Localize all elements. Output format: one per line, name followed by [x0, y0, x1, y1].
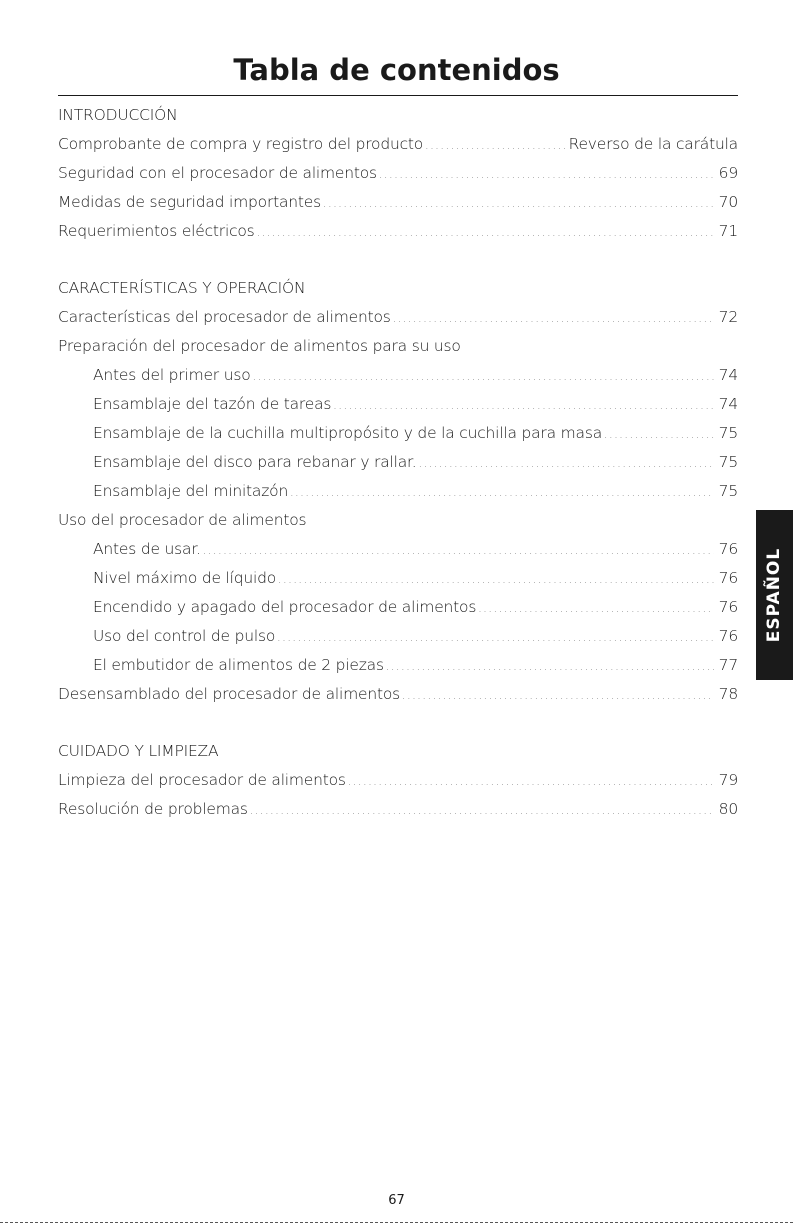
footer-dashed-line — [0, 1222, 793, 1223]
toc-entry[interactable] — [58, 419, 738, 448]
section-heading-features: CARACTERÍSTICAS Y OPERACIÓN — [58, 279, 306, 297]
page-number: 67 — [388, 1193, 405, 1208]
toc-entry-page: 76 — [718, 569, 738, 587]
toc-entry[interactable] — [58, 361, 738, 390]
dot-leader — [379, 160, 714, 189]
toc-entry-page: 74 — [718, 366, 738, 384]
toc-entry-title: Limpieza del procesador de alimentos — [58, 771, 346, 789]
toc-entry[interactable] — [58, 766, 738, 795]
dot-leader — [402, 681, 714, 710]
toc-entry-title: Encendido y apagado del procesador de alimentos — [93, 598, 477, 616]
section-heading-care: CUIDADO Y LIMPIEZA — [58, 742, 219, 760]
toc-entry-page: 75 — [718, 424, 738, 442]
toc-entry[interactable] — [58, 651, 738, 680]
language-tab — [756, 510, 793, 680]
toc-entry[interactable] — [58, 535, 738, 564]
dot-leader — [478, 594, 714, 623]
toc-entry[interactable] — [58, 130, 738, 159]
dot-leader — [425, 131, 566, 160]
toc-entry-page: 70 — [718, 193, 738, 211]
toc-entry-title: El embutidor de alimentos de 2 piezas — [93, 656, 384, 674]
toc-entry-title: Antes de usar. — [93, 540, 201, 558]
toc-entry[interactable] — [58, 680, 738, 709]
dot-leader — [257, 218, 714, 247]
toc-entry-page: 69 — [718, 164, 738, 182]
toc-entry[interactable] — [58, 217, 738, 246]
toc-entry-page: 75 — [718, 453, 738, 471]
toc-entry[interactable] — [58, 593, 738, 622]
toc-entry-page: 71 — [718, 222, 738, 240]
dot-leader — [278, 565, 714, 594]
toc-entry-title: Características del procesador de alimentos — [58, 308, 391, 326]
toc-entry-title: Resolución de problemas — [58, 800, 248, 818]
dot-leader — [253, 362, 715, 391]
toc-entry-title: Uso del control de pulso — [93, 627, 276, 645]
section-heading-intro: INTRODUCCIÓN — [58, 106, 178, 124]
toc-entry[interactable] — [58, 303, 738, 332]
dot-leader — [277, 623, 714, 652]
toc-entry-title: Antes del primer uso — [93, 366, 251, 384]
toc-entry-title: Comprobante de compra y registro del producto — [58, 135, 424, 153]
toc-entry-page: 76 — [718, 627, 738, 645]
toc-entry-page: 72 — [718, 308, 738, 326]
toc-entry-page: 80 — [718, 800, 738, 818]
toc-entry-title: Ensamblaje del minitazón — [93, 482, 289, 500]
toc-entry-page: 74 — [718, 395, 738, 413]
toc-entry[interactable] — [58, 390, 738, 419]
toc-entry[interactable] — [58, 477, 738, 506]
toc-entry-title: Requerimientos eléctricos — [58, 222, 255, 240]
toc-entry[interactable] — [58, 622, 738, 651]
dot-leader — [386, 652, 714, 681]
dot-leader — [250, 796, 714, 825]
toc-entry[interactable] — [58, 564, 738, 593]
table-of-contents — [58, 101, 738, 824]
subsection-heading[interactable]: Uso del procesador de alimentos — [58, 511, 307, 529]
toc-entry-title: Ensamblaje del disco para rebanar y rallar. — [93, 453, 417, 471]
dot-leader — [203, 536, 714, 565]
toc-entry-page: 79 — [718, 771, 738, 789]
dot-leader — [393, 304, 714, 333]
toc-entry-title: Ensamblaje de la cuchilla multipropósito y de la cuchilla para masa — [93, 424, 603, 442]
toc-entry[interactable] — [58, 159, 738, 188]
toc-entry-title: Desensamblado del procesador de alimentos — [58, 685, 400, 703]
toc-entry-title: Medidas de seguridad importantes — [58, 193, 322, 211]
dot-leader — [290, 478, 714, 507]
dot-leader — [419, 449, 715, 478]
toc-entry-title: Seguridad con el procesador de alimentos — [58, 164, 377, 182]
toc-entry-page: Reverso de la carátula — [568, 135, 738, 153]
toc-entry[interactable] — [58, 448, 738, 477]
toc-entry-page: 75 — [718, 482, 738, 500]
language-tab-label: ESPAÑOL — [764, 547, 785, 643]
toc-entry[interactable] — [58, 795, 738, 824]
toc-entry-page: 76 — [718, 540, 738, 558]
toc-entry[interactable] — [58, 188, 738, 217]
toc-entry-page: 76 — [718, 598, 738, 616]
subsection-heading[interactable]: Preparación del procesador de alimentos para su uso — [58, 337, 461, 355]
title-rule — [58, 95, 738, 96]
dot-leader — [348, 767, 714, 796]
dot-leader — [323, 189, 714, 218]
toc-entry-title: Nivel máximo de líquido — [93, 569, 277, 587]
dot-leader — [333, 391, 714, 420]
toc-entry-page: 78 — [718, 685, 738, 703]
page-title: Tabla de contenidos — [233, 53, 560, 87]
dot-leader — [604, 420, 714, 449]
toc-entry-title: Ensamblaje del tazón de tareas — [93, 395, 332, 413]
toc-entry-page: 77 — [718, 656, 738, 674]
